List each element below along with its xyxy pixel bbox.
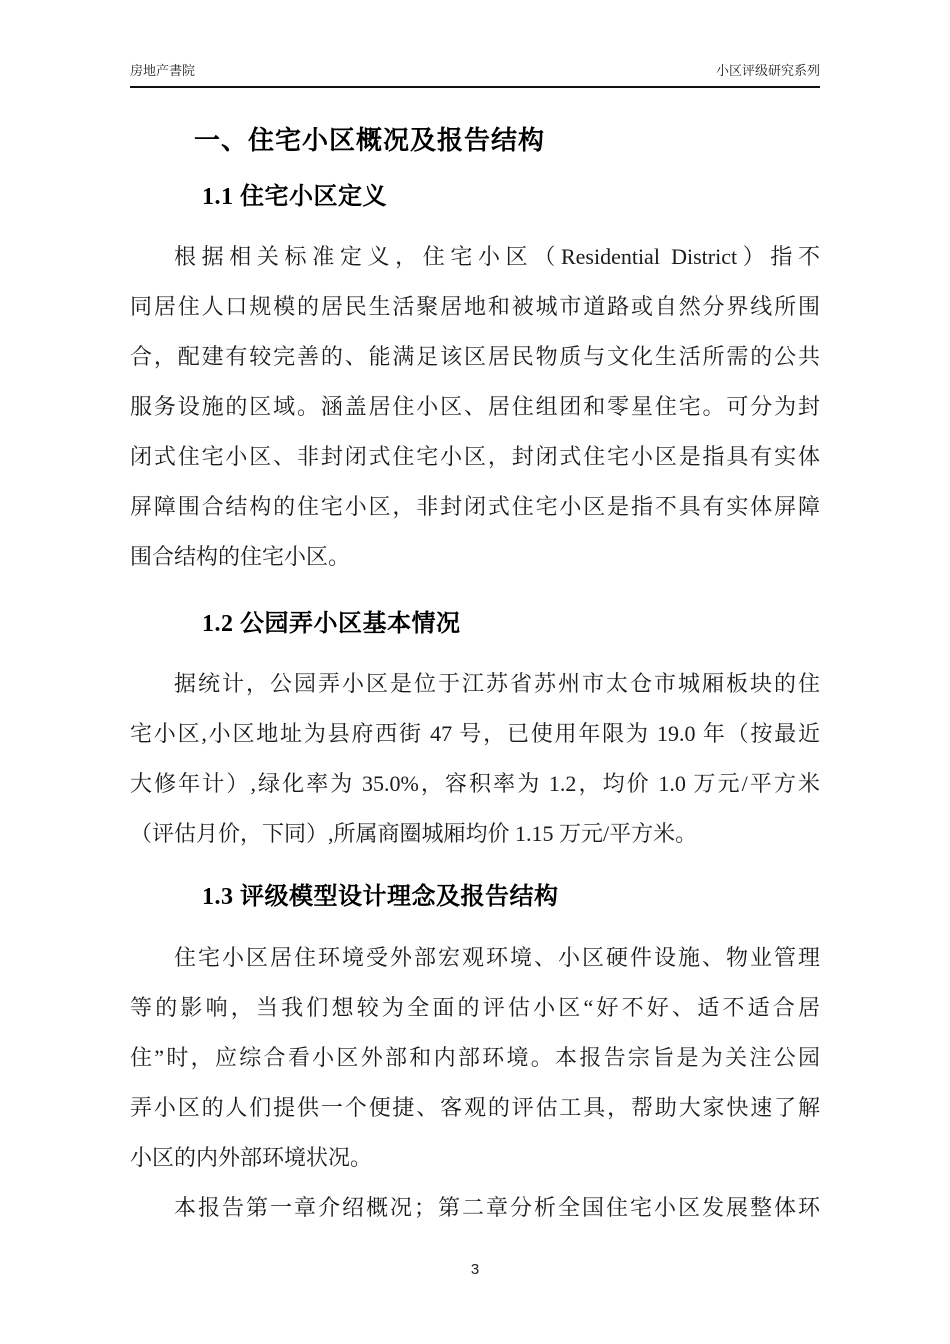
section-heading-1-1: 1.1 住宅小区定义 [202,184,387,210]
paragraph-line: 弄小区的人们提供一个便捷、客观的评估工具，帮助大家快速了解 [130,1095,820,1120]
paragraph-line: 本报告第一章介绍概况；第二章分析全国住宅小区发展整体环 [174,1195,820,1220]
paragraph-line: 宅小区,小区地址为县府西街 47 号，已使用年限为 19.0 年（按最近 [130,721,820,746]
page-header [130,0,820,88]
paragraph-line: 住”时，应综合看小区外部和内部环境。本报告宗旨是为关注公园 [130,1045,820,1070]
paragraph-line: 等的影响，当我们想较为全面的评估小区“好不好、适不适合居 [130,995,820,1020]
paragraph-line: 根据相关标准定义，住宅小区（Residential District）指不 [174,244,820,269]
paragraph-line: 同居住人口规模的居民生活聚居地和被城市道路或自然分界线所围 [130,294,820,319]
paragraph-line: 闭式住宅小区、非封闭式住宅小区，封闭式住宅小区是指具有实体 [130,444,820,469]
section-heading-1-2: 1.2 公园弄小区基本情况 [202,611,461,637]
header-right-text: 小区评级研究系列 [715,63,820,78]
page-number: 3 [470,1261,480,1278]
paragraph-report-structure [130,1183,820,1233]
paragraph-line: 围合结构的住宅小区。 [130,544,351,569]
chapter-title: 一、住宅小区概况及报告结构 [194,126,546,155]
paragraph-line: 据统计，公园弄小区是位于江苏省苏州市太仓市城厢板块的住 [174,671,820,696]
paragraph-definition [130,232,820,582]
paragraph-design-concept [130,933,820,1183]
paragraph-line: 小区的内外部环境状况。 [130,1145,373,1170]
page-footer [130,1260,820,1280]
paragraph-line: （评估月价，下同）,所属商圈城厢均价 1.15 万元/平方米。 [130,821,698,846]
paragraph-line: 住宅小区居住环境受外部宏观环境、小区硬件设施、物业管理 [174,945,820,970]
paragraph-line: 大修年计）,绿化率为 35.0%，容积率为 1.2，均价 1.0 万元/平方米 [130,771,820,796]
paragraph-line: 合，配建有较完善的、能满足该区居民物质与文化生活所需的公共 [130,344,820,369]
paragraph-line: 服务设施的区域。涵盖居住小区、居住组团和零星住宅。可分为封 [130,394,820,419]
header-left-text: 房地产書院 [130,63,196,78]
paragraph-basic-info [130,659,820,859]
paragraph-line: 屏障围合结构的住宅小区，非封闭式住宅小区是指不具有实体屏障 [130,494,820,519]
section-heading-1-3: 1.3 评级模型设计理念及报告结构 [202,884,559,910]
